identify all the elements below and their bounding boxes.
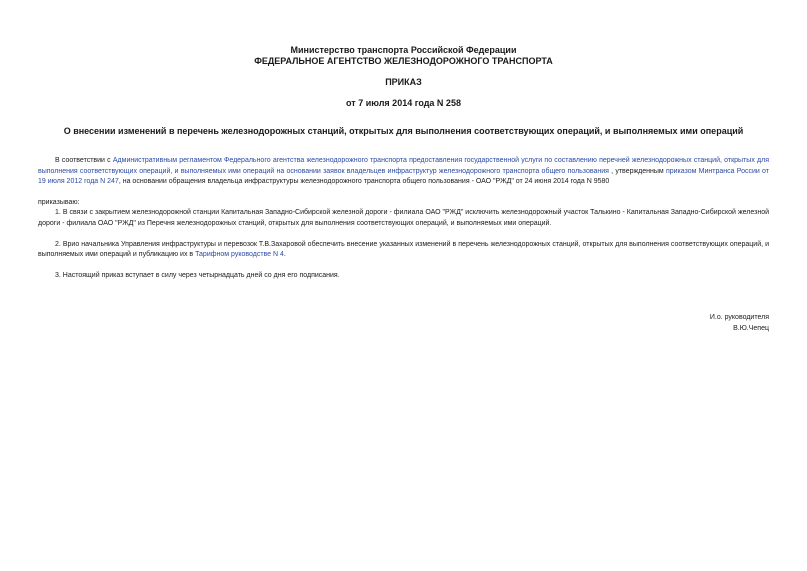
regulation-link[interactable]: Административным регламентом Федерального агентства железнодорожного транспорта предоставления государственной услуги по составлению перечней железнодорожных станций, открытых для выполнения соответствующих операций, и выполняемых ими операций на основании заявок владельцев инфраструктур железнодорожного транспорта общего пользования <box>38 157 769 175</box>
order-item-1: 1. В связи с закрытием железнодорожной станции Капитальная Западно-Сибирской железной дороги - филиала ОАО "РЖД" исключить железнодорожный участок Талькино - Капитальная Западно-Сибирской железной дороги - филиала ОАО "РЖД" из Перечня железнодорожных станций, открытых для выполнения соответствующих операций, и выполняемых ими операций. <box>38 209 769 227</box>
preamble-text-3: , на основании обращения владельца инфраструктуры железнодорожного транспорта общего пользования - ОАО "РЖД" от 24 июня 2014 года N 9580 <box>118 178 610 186</box>
signature-block <box>710 313 769 334</box>
preamble-paragraph <box>38 156 769 188</box>
decree-date: от 7 июля 2014 года N 258 <box>346 98 461 108</box>
order-247-link[interactable]: приказом Минтранса России от 19 июля 2012 года N 247 <box>38 167 769 186</box>
order-item-2-text-1: 2. Врио начальника Управления инфраструктуры и перевозок Т.В.Захаровой обеспечить внесение указанных изменений в перечень железнодорожных станций, открытых для выполнения соответствующих операций, и выполняемых ими операций и публикацию их в <box>38 240 769 259</box>
tariff-guide-link[interactable]: Тарифном руководстве N 4 <box>195 251 284 259</box>
preamble-text-1: В соответствии с <box>55 157 113 164</box>
document-header <box>0 45 807 67</box>
ministry-name: Министерство транспорта Российской Федерации <box>290 45 517 55</box>
order-item-2 <box>38 240 769 261</box>
orders-label: приказываю: <box>38 198 80 206</box>
document-body <box>38 156 769 281</box>
agency-name: ФЕДЕРАЛЬНОЕ АГЕНТСТВО ЖЕЛЕЗНОДОРОЖНОГО ТРАНСПОРТА <box>254 56 553 66</box>
document-title: О внесении изменений в перечень железнодорожных станций, открытых для выполнения соответствующих операций, и выполняемых ими операций <box>63 126 744 136</box>
preamble-text-2: , утвержденным <box>608 167 666 175</box>
signatory-name: В.Ю.Чепец <box>733 324 769 332</box>
order-item-3: 3. Настоящий приказ вступает в силу через четырнадцать дней со дня его подписания. <box>55 271 340 279</box>
decree-label: ПРИКАЗ <box>385 77 422 87</box>
signatory-role: И.о. руководителя <box>709 314 769 321</box>
order-item-2-text-2: . <box>283 251 286 259</box>
